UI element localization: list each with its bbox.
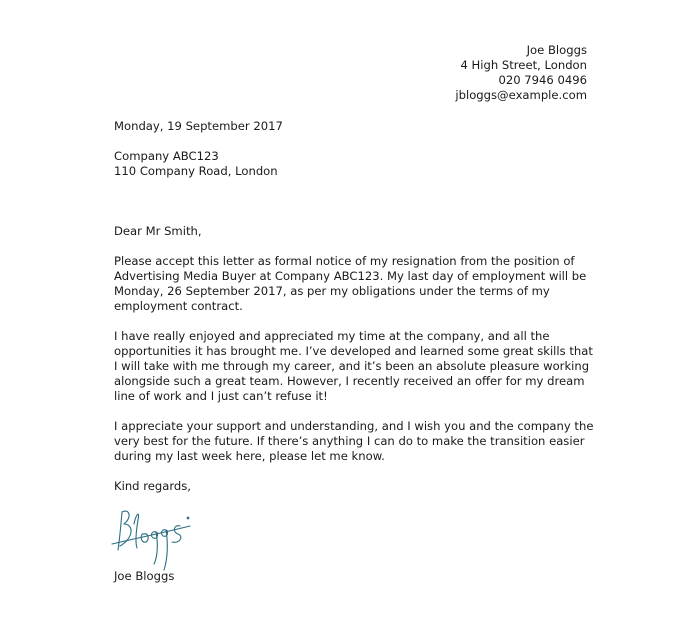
sender-name: Joe Bloggs xyxy=(526,43,587,57)
letter-date: Monday, 19 September 2017 xyxy=(114,119,283,133)
signed-name: Joe Bloggs xyxy=(114,569,175,583)
sender-email: jbloggs@example.com xyxy=(455,88,587,102)
closing: Kind regards, xyxy=(114,479,191,493)
sender-block xyxy=(455,43,587,103)
recipient-company: Company ABC123 xyxy=(114,149,219,163)
letter-body xyxy=(114,224,594,509)
salutation: Dear Mr Smith, xyxy=(114,224,202,238)
sender-address: 4 High Street, London xyxy=(460,58,587,72)
handwritten-signature xyxy=(108,504,198,574)
paragraph-2: I have really enjoyed and appreciated my time at the company, and all the opportunities it has brought me. I’ve developed and learned some great skills that I will take with me through my career, and it’s been an absolute pleasure working alongside such a great team. However, I recently received an offer for my dream line of work and I just can’t refuse it! xyxy=(114,329,593,403)
paragraph-1: Please accept this letter as formal notice of my resignation from the position of Advertising Media Buyer at Company ABC123. My last day of employment will be Monday, 26 September 2017, as per my obligations under the terms of my employment contract. xyxy=(114,254,587,313)
paragraph-3: I appreciate your support and understanding, and I wish you and the company the very best for the future. If there’s anything I can do to make the transition easier during my last week here, please let me know. xyxy=(114,419,594,463)
recipient-block xyxy=(114,149,278,179)
sender-phone: 020 7946 0496 xyxy=(498,73,587,87)
signature-drawing xyxy=(108,504,198,574)
recipient-address: 110 Company Road, London xyxy=(114,164,278,178)
